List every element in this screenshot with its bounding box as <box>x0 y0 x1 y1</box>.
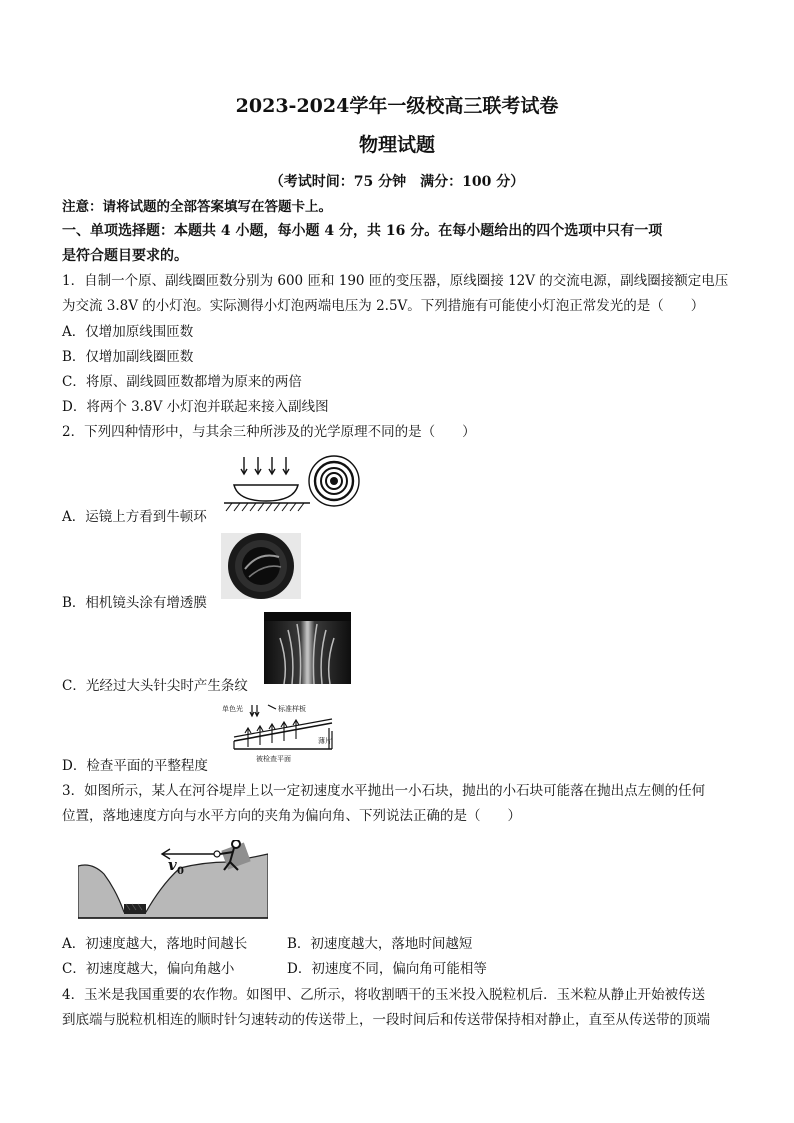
q2-stem: 2．下列四种情形中，与其余三种所涉及的光学原理不同的是（ ） <box>62 424 476 440</box>
q1-option-c: C．将原、副线圆匝数都增为原来的两倍 <box>62 374 302 390</box>
newton-rings-figure <box>222 455 362 517</box>
q1-option-a: A．仅增加原线围匝数 <box>62 324 194 340</box>
fig-d-surface-label: 被检查平面 <box>256 755 291 763</box>
section-heading-line1: 一、单项选择题：本题共 4 小题，每小题 4 分，共 16 分。在每小题给出的四个选项中只有一项 <box>62 223 663 239</box>
notice: 注意：请将试题的全部答案填写在答题卡上。 <box>62 199 332 215</box>
v0-subscript: 0 <box>177 866 184 877</box>
diffraction-pattern-photo <box>264 612 351 684</box>
exam-info: （考试时间：75 分钟 满分：100 分） <box>269 174 525 190</box>
q4-stem-line2: 到底端与脱粒机相连的顺时针匀速转动的传送带上，一段时间后和传送带保持相对静止，直至从传送带的顶端 <box>62 1012 710 1028</box>
q1-option-d: D．将两个 3.8V 小灯泡并联起来接入副线图 <box>62 399 329 415</box>
q3-stem-line2: 位置，落地速度方向与水平方向的夹角为偏向角、下列说法正确的是（ ） <box>62 808 521 824</box>
q3-option-b: B．初速度越大，落地时间越短 <box>287 936 473 952</box>
section-heading-line2: 是符合题目要求的。 <box>62 248 188 264</box>
q4-stem-line1: 4．玉米是我国重要的农作物。如图甲、乙所示，将收割晒干的玉米投入脱粒机后．玉米粒从静止开始被传送 <box>62 987 706 1003</box>
river-valley-figure <box>78 840 268 920</box>
q2-option-a: A．运镜上方看到牛顿环 <box>62 509 207 525</box>
q2-option-b: B．相机镜头涂有增透膜 <box>62 595 207 611</box>
q1-stem-line2: 为交流 3.8V 的小灯泡。实际测得小灯泡两端电压为 2.5V。下列措施有可能使小灯泡正常发光的是（ ） <box>62 298 705 314</box>
fig-d-sheet-label: 薄片 <box>318 737 332 745</box>
q3-option-c: C．初速度越大，偏向角越小 <box>62 961 235 977</box>
camera-lens-photo <box>221 533 301 599</box>
exam-title: 2023-2024学年一级校高三联考试卷 <box>235 95 559 117</box>
q3-option-a: A．初速度越大，落地时间越长 <box>62 936 248 952</box>
q2-option-c: C．光经过大头针尖时产生条纹 <box>62 678 248 694</box>
flatness-check-figure <box>220 699 340 765</box>
exam-subject: 物理试题 <box>358 134 435 156</box>
fig-d-plate-label: 标准样板 <box>278 705 306 713</box>
q1-stem-line1: 1．自制一个原、副线圈匝数分别为 600 匝和 190 匝的变压器，原线圈接 12V 的交流电源，副线圈接额定电压 <box>62 273 729 289</box>
q3-stem-line1: 3．如图所示，某人在河谷堤岸上以一定初速度水平抛出一小石块，抛出的小石块可能落在抛出点左侧的任何 <box>62 783 706 799</box>
q2-option-d: D．检查平面的平整程度 <box>62 758 208 774</box>
q3-option-d: D．初速度不同，偏向角可能相等 <box>287 961 487 977</box>
v0-label: v <box>168 856 177 874</box>
q1-option-b: B．仅增加副线圈匝数 <box>62 349 194 365</box>
fig-d-light-label: 单色光 <box>222 705 243 713</box>
